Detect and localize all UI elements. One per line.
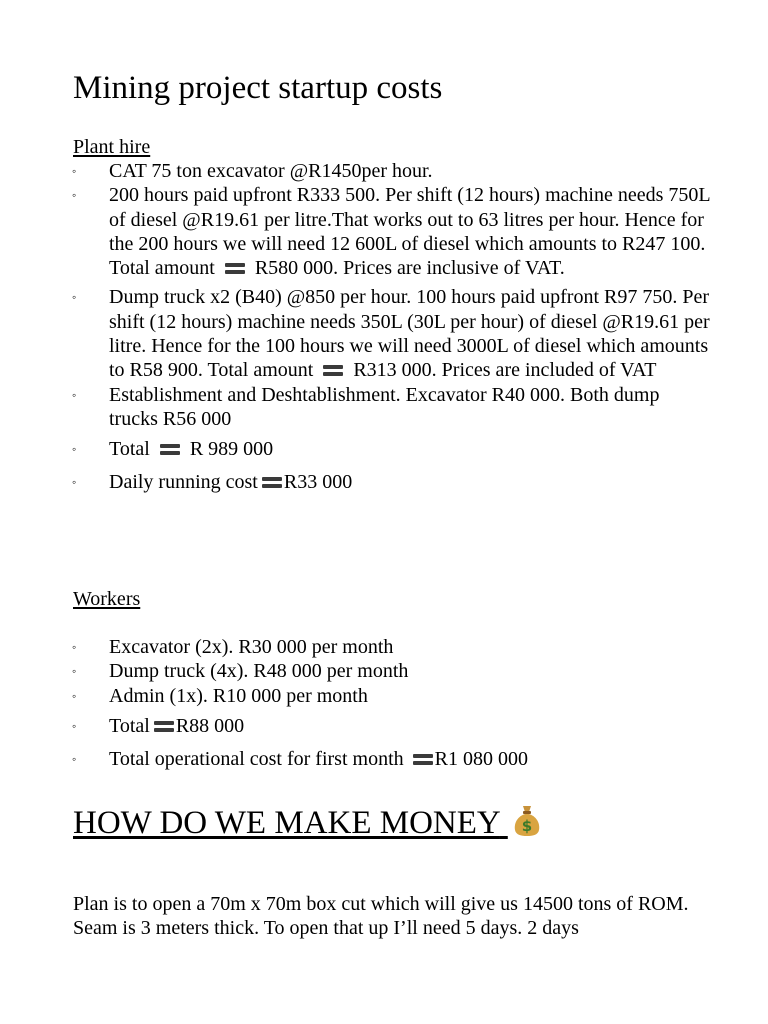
bullet-icon: ◦ <box>72 688 77 703</box>
equals-icon <box>158 443 182 456</box>
section-heading-plant-hire: Plant hire <box>73 136 151 158</box>
list-item <box>73 383 713 432</box>
list-item-text: Total <box>109 714 150 737</box>
list-item-text: R33 000 <box>283 471 353 494</box>
list-item <box>73 467 713 497</box>
list-item-text: Excavator (2x). R30 000 per month <box>109 636 394 658</box>
list-item-text: 200 hours paid upfront R333 500. Per shift (12 hours) machine needs 750L of diesel @R19.61 per litre.That works out to 63 litres per hour. Hence for the 200 hours we will need 12 600L of diesel which amounts to R247 100. Total amount <box>109 184 710 280</box>
bullet-icon: ◦ <box>72 387 77 402</box>
workers-list <box>73 635 713 774</box>
list-item-text: R313 000. Prices are included of VAT <box>353 359 657 382</box>
page-title: Mining project startup costs <box>73 70 443 106</box>
bullet-icon: ◦ <box>72 442 77 457</box>
list-item <box>73 183 713 280</box>
list-item-text: Total <box>109 438 150 461</box>
list-item-text: R1 080 000 <box>434 747 528 770</box>
money-bag-icon <box>512 803 542 837</box>
list-item <box>73 744 713 774</box>
list-item-text: Total operational cost for first month <box>109 747 404 770</box>
bullet-icon: ◦ <box>72 664 77 679</box>
list-item-text: R580 000. Prices are inclusive of VAT. <box>254 257 565 280</box>
bullet-icon: ◦ <box>72 751 77 766</box>
list-item <box>73 159 713 183</box>
equals-icon <box>411 753 435 766</box>
list-item <box>73 659 713 683</box>
bullet-icon: ◦ <box>72 164 77 178</box>
plant-hire-list <box>73 159 713 497</box>
svg-text:$: $ <box>521 817 532 835</box>
money-section-heading <box>73 802 542 844</box>
list-item-text: Daily running cost <box>109 471 258 494</box>
equals-icon <box>321 364 345 377</box>
list-item <box>73 434 713 464</box>
equals-icon <box>152 720 176 733</box>
list-item <box>73 635 713 659</box>
money-section-heading-text: HOW DO WE MAKE MONEY <box>73 805 500 841</box>
list-item-text: R88 000 <box>175 714 245 737</box>
list-item-text: Establishment and Deshtablishment. Excavator R40 000. Both dump trucks R56 000 <box>109 383 660 430</box>
section-heading-workers: Workers <box>73 588 141 610</box>
list-item-text: CAT 75 ton excavator @R1450per hour. <box>109 160 433 182</box>
list-item <box>73 684 713 708</box>
list-item <box>73 285 713 382</box>
list-item-text: Admin (1x). R10 000 per month <box>109 684 368 707</box>
list-item-text: Dump truck (4x). R48 000 per month <box>109 660 409 683</box>
list-item <box>73 711 713 741</box>
list-item-text: R 989 000 <box>189 438 274 461</box>
equals-icon <box>260 476 284 489</box>
bullet-icon: ◦ <box>72 640 77 654</box>
equals-icon <box>223 262 247 275</box>
bullet-icon: ◦ <box>72 188 77 203</box>
list-item-text: Dump truck x2 (B40) @850 per hour. 100 hours paid upfront R97 750. Per shift (12 hours) machine needs 350L (30L per hour) of diesel @R19.61 per litre. Hence for the 100 hours we will need 3000L of diesel which amounts to R58 900. Total amount <box>109 286 710 382</box>
money-paragraph: Plan is to open a 70m x 70m box cut which will give us 14500 tons of ROM. Seam is 3 meters thick. To open that up I’ll need 5 days. 2 days <box>73 893 689 940</box>
bullet-icon: ◦ <box>72 290 77 305</box>
bullet-icon: ◦ <box>72 475 77 490</box>
bullet-icon: ◦ <box>72 718 77 733</box>
